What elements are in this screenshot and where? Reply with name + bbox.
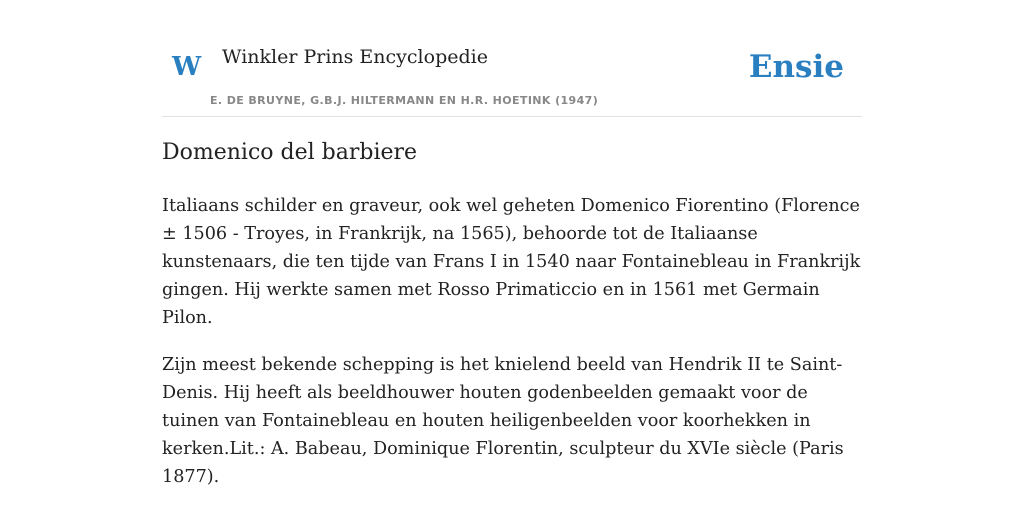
encyclopedia-authors: E. DE BRUYNE, G.B.J. HILTERMANN EN H.R. HOETINK (1947) xyxy=(210,94,599,107)
article-body xyxy=(162,192,862,510)
article-paragraph: Zijn meest bekende schepping is het knielend beeld van Hendrik II te Saint-Denis. Hij heeft als beeldhouwer houten godenbeelden gemaakt voor de tuinen van Fontainebleau en houten heiligenbeelden voor koorhekken in kerken.Lit.: A. Babeau, Dominique Florentin, sculpteur du XVIe siècle (Paris 1877). xyxy=(162,355,844,487)
article-title: Domenico del barbiere xyxy=(162,140,418,165)
winkler-prins-logo[interactable]: W xyxy=(172,52,202,82)
ensie-brand-link[interactable]: Ensie xyxy=(748,49,844,85)
encyclopedia-title-link[interactable]: Winkler Prins Encyclopedie xyxy=(222,46,488,68)
article-paragraph: Italiaans schilder en graveur, ook wel geheten Domenico Fiorentino (Florence ± 1506 - Troyes, in Frankrijk, na 1565), behoorde tot de Italiaanse kunstenaars, die ten tijde van Frans I in 1540 naar Fontainebleau in Frankrijk gingen. Hij werkte samen met Rosso Primaticcio en in 1561 met Germain Pilon. xyxy=(162,196,861,328)
encyclopedia-header xyxy=(162,36,862,117)
